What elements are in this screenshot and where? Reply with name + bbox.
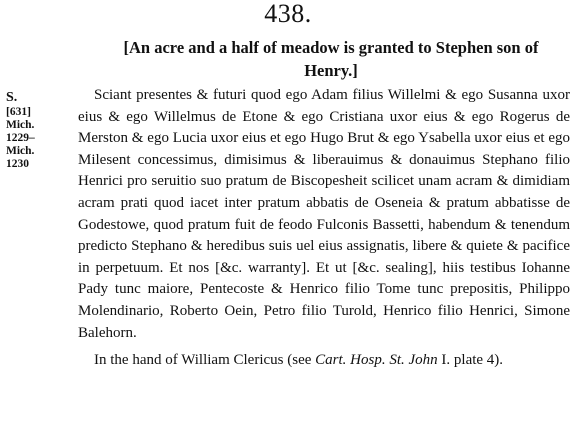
margin-note-date-line: Mich. bbox=[6, 119, 35, 131]
source-note-title: Cart. Hosp. St. John bbox=[315, 352, 438, 369]
document-body bbox=[78, 85, 570, 372]
margin-note-date-line: Mich. bbox=[6, 145, 35, 157]
margin-note-number: [631] bbox=[6, 106, 31, 118]
document-number: 438. bbox=[264, 0, 312, 28]
source-note bbox=[78, 350, 570, 372]
charter-text: Sciant presentes & futuri quod ego Adam filius Willelmi & ego Susanna uxor eius & ego Willelmus de Etone & ego Cristiana uxor eius & ego Rogerus de Merston & ego Lucia uxor eius et ego Hugo Brut & ego Ysabella uxor eius et ego Milesent concessimus, dimisimus & liberauimus & donauimus Stephano filio Henrici pro seruitio suo pratum de Biscopesheit scilicet unam acram & dimidiam acram prati quod iacet inter pratum abbatis de Oseneia & pratum abbatisse de Godestowe, quod pratum fuit de feodo Fulconis Bassetti, habendum & tenendum predicto Stephano & heredibus suis uel eius assignatis, libere & quiete & pacifice in perpetuum. Et nos [&c. warranty]. Et ut [&c. sealing], hiis testibus Iohanne Pady tunc maiore, Pentecoste & Henrico filio Tome tunc prepositis, Philippo Molendinario, Roberto Oein, Petro filio Turold, Henrico filio Henrici, Simone Balehorn. bbox=[78, 87, 570, 341]
margin-note-date-line: 1229– bbox=[6, 132, 35, 144]
margin-note-source: S. bbox=[6, 90, 18, 105]
margin-note-date-line: 1230 bbox=[6, 158, 29, 170]
document-heading: [An acre and a half of meadow is granted to Stephen son of Henry.] bbox=[123, 38, 539, 80]
source-note-suffix: I. plate 4). bbox=[437, 352, 504, 369]
margin-note bbox=[6, 90, 56, 171]
source-note-prefix: In the hand of William Clericus (see bbox=[94, 352, 316, 369]
